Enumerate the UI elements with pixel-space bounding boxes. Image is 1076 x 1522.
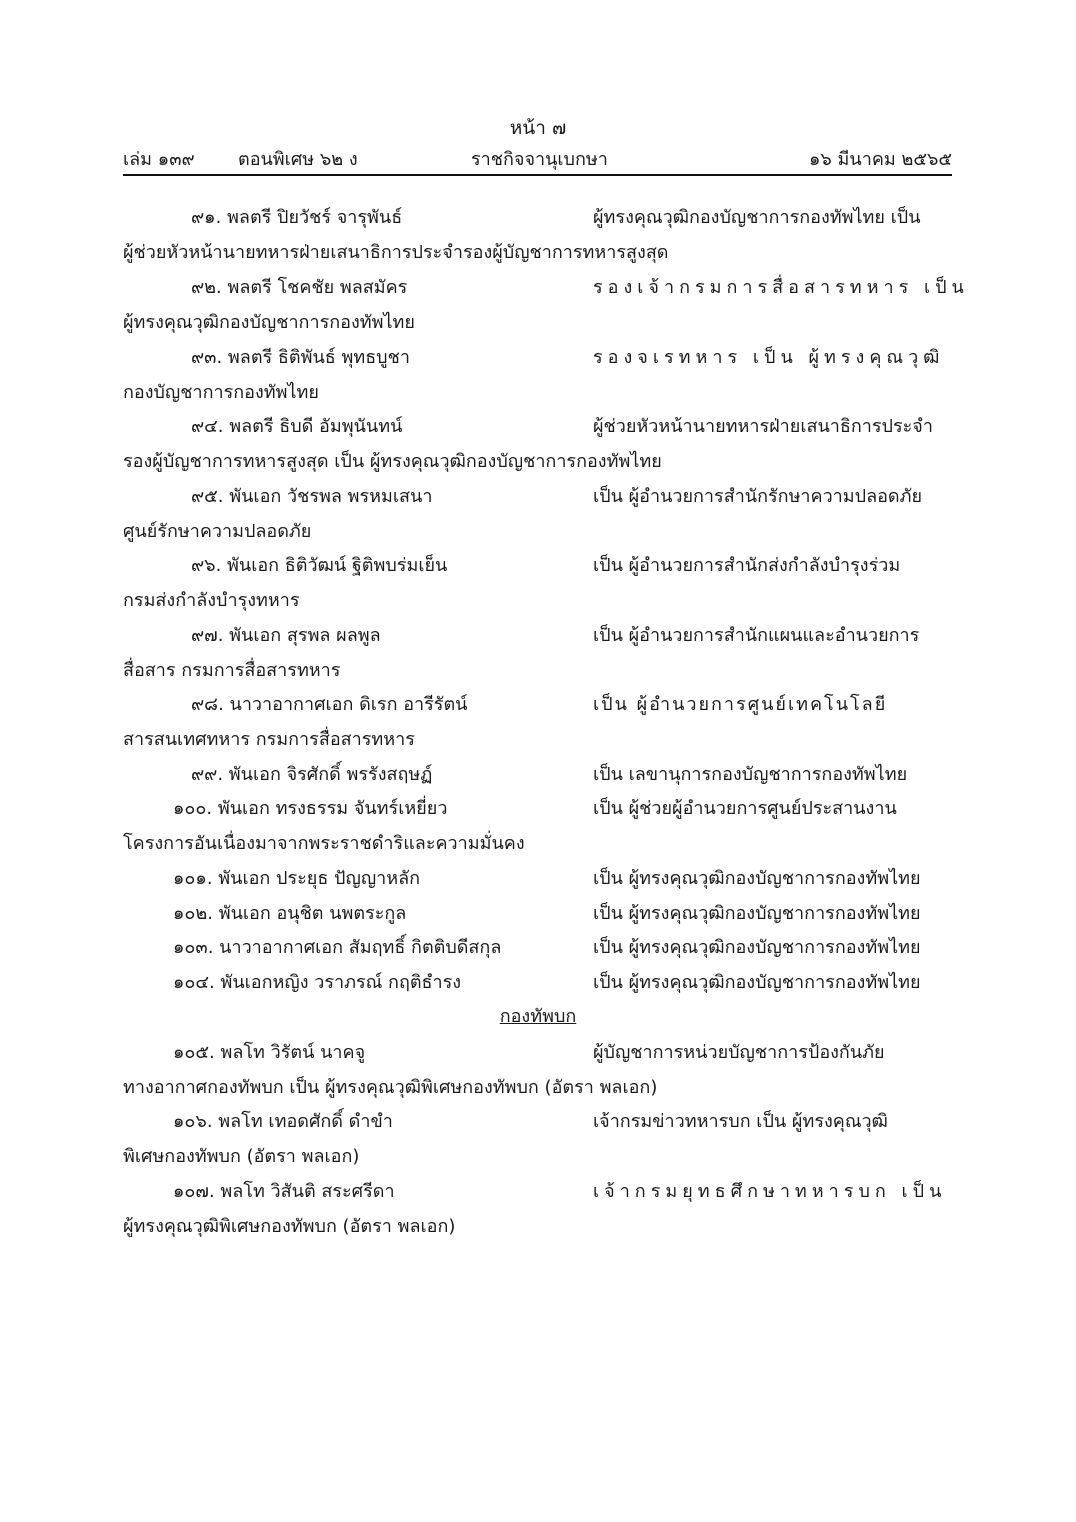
entry-position: เจ้ากรมยุทธศึกษาทหารบก เป็น xyxy=(593,1181,947,1202)
entry-name: ๑๐๓. นาวาอากาศเอก สัมฤทธิ์ กิตติบดีสกุล xyxy=(173,937,502,958)
entry-position: เป็น ผู้ทรงคุณวุฒิกองบัญชาการกองทัพไทย xyxy=(593,903,921,924)
section-title-army: กองทัพบก xyxy=(499,1006,577,1027)
entry-name: ๙๒. พลตรี โชคชัย พลสมัคร xyxy=(191,277,408,298)
entry-106-cont xyxy=(123,1141,952,1171)
entry-name: ๑๐๒. พันเอก อนุชิต นพตระกูล xyxy=(173,903,407,924)
entry-name: ๑๐๐. พันเอก ทรงธรรม จันทร์เหยี่ยว xyxy=(173,798,448,819)
issue-label: ตอนพิเศษ ๖๒ ง xyxy=(238,149,358,170)
entry-name: ๙๙. พันเอก จิรศักดิ์ พรรังสฤษฏ์ xyxy=(191,764,433,785)
entry-position: เป็น ผู้ทรงคุณวุฒิกองบัญชาการกองทัพไทย xyxy=(593,937,921,958)
entry-name: ๙๔. พลตรี ธิบดี อัมพุนันทน์ xyxy=(191,416,403,437)
page-number: หน้า ๗ xyxy=(509,117,567,139)
entry-name: ๑๐๖. พลโท เทอดศักดิ์ ดำขำ xyxy=(173,1111,393,1132)
entry-103 xyxy=(123,932,952,962)
entry-text: กองบัญชาการกองทัพไทย xyxy=(123,382,319,403)
entry-position: รองจเรทหาร เป็น ผู้ทรงคุณวุฒิ xyxy=(593,347,945,368)
entry-position: ผู้ช่วยหัวหน้านายทหารฝ่ายเสนาธิการประจำ xyxy=(593,416,933,437)
entry-93 xyxy=(123,342,952,372)
entry-name: ๙๑. พลตรี ปิยวัชร์ จารุพันธ์ xyxy=(191,207,403,228)
entry-text: สารสนเทศทหาร กรมการสื่อสารทหาร xyxy=(123,729,415,750)
entry-97-cont xyxy=(123,655,952,685)
entry-99 xyxy=(123,759,952,789)
entry-95-cont xyxy=(123,516,952,546)
entry-text: สื่อสาร กรมการสื่อสารทหาร xyxy=(123,660,341,681)
entry-106 xyxy=(123,1106,952,1136)
entry-105-cont xyxy=(123,1072,952,1102)
issue-date: ๑๖ มีนาคม ๒๕๖๕ xyxy=(808,149,952,170)
entry-position: เจ้ากรมข่าวทหารบก เป็น ผู้ทรงคุณวุฒิ xyxy=(593,1111,888,1132)
entry-92 xyxy=(123,272,969,302)
entry-91-cont xyxy=(123,237,952,267)
entry-96-cont xyxy=(123,585,952,615)
entry-position: เป็น ผู้อำนวยการศูนย์เทคโนโลยี xyxy=(593,694,888,715)
entry-94-cont xyxy=(123,446,952,476)
entry-95 xyxy=(123,481,952,511)
entry-name: ๑๐๔. พันเอกหญิง วราภรณ์ กฤติธำรง xyxy=(173,972,462,993)
entry-98 xyxy=(123,689,952,719)
entry-position: รองเจ้ากรมการสื่อสารทหาร เป็น xyxy=(593,277,969,298)
entry-107 xyxy=(123,1176,952,1206)
entry-text: โครงการอันเนื่องมาจากพระราชดำริและความมั่นคง xyxy=(123,833,525,854)
entry-name: ๙๕. พันเอก วัชรพล พรหมเสนา xyxy=(191,486,433,507)
entry-91 xyxy=(123,202,952,232)
entry-position: เป็น ผู้ช่วยผู้อำนวยการศูนย์ประสานงาน xyxy=(593,798,897,819)
entry-position: เป็น ผู้อำนวยการสำนักรักษาความปลอดภัย xyxy=(593,486,923,507)
entry-97 xyxy=(123,620,952,650)
entry-name: ๙๘. นาวาอากาศเอก ดิเรก อารีรัตน์ xyxy=(191,694,468,715)
entry-107-cont xyxy=(123,1211,952,1241)
entry-name: ๑๐๗. พลโท วิสันติ สระศรีดา xyxy=(173,1181,395,1202)
entry-96 xyxy=(123,550,952,580)
header-rule xyxy=(123,174,952,176)
entry-position: ผู้ทรงคุณวุฒิกองบัญชาการกองทัพไทย เป็น xyxy=(593,207,921,228)
publication-title: ราชกิจจานุเบกษา xyxy=(471,149,608,170)
entry-100 xyxy=(123,793,952,823)
entry-position: เป็น ผู้ทรงคุณวุฒิกองบัญชาการกองทัพไทย xyxy=(593,972,921,993)
gazette-header xyxy=(123,144,952,170)
entry-text: ผู้ทรงคุณวุฒิกองบัญชาการกองทัพไทย xyxy=(123,312,415,333)
entry-text: ผู้ทรงคุณวุฒิพิเศษกองทัพบก (อัตรา พลเอก) xyxy=(123,1216,456,1237)
entry-101 xyxy=(123,863,952,893)
entry-text: พิเศษกองทัพบก (อัตรา พลเอก) xyxy=(123,1146,360,1167)
entry-98-cont xyxy=(123,724,952,754)
entry-position: ผู้บัญชาการหน่วยบัญชาการป้องกันภัย xyxy=(593,1042,885,1063)
entry-100-cont xyxy=(123,828,952,858)
entry-text: กรมส่งกำลังบำรุงทหาร xyxy=(123,590,300,611)
entry-name: ๑๐๑. พันเอก ประยุธ ปัญญาหลัก xyxy=(173,868,421,889)
entry-104 xyxy=(123,967,952,997)
entry-text: รองผู้บัญชาการทหารสูงสุด เป็น ผู้ทรงคุณวุฒิกองบัญชาการกองทัพไทย xyxy=(123,451,662,472)
entry-position: เป็น ผู้ทรงคุณวุฒิกองบัญชาการกองทัพไทย xyxy=(593,868,921,889)
entry-92-cont xyxy=(123,307,952,337)
entry-102 xyxy=(123,898,952,928)
entry-text: ทางอากาศกองทัพบก เป็น ผู้ทรงคุณวุฒิพิเศษกองทัพบก (อัตรา พลเอก) xyxy=(123,1077,658,1098)
entry-position: เป็น เลขานุการกองบัญชาการกองทัพไทย xyxy=(593,764,908,785)
entry-text: ศูนย์รักษาความปลอดภัย xyxy=(123,521,312,542)
entry-text: ผู้ช่วยหัวหน้านายทหารฝ่ายเสนาธิการประจำรองผู้บัญชาการทหารสูงสุด xyxy=(123,242,669,263)
entry-93-cont xyxy=(123,377,952,407)
entry-name: ๙๗. พันเอก สุรพล ผลพูล xyxy=(191,625,381,646)
entry-name: ๙๓. พลตรี ธิติพันธ์ พุทธบูชา xyxy=(191,347,410,368)
entry-name: ๙๖. พันเอก ธิติวัฒน์ ฐิติพบร่มเย็น xyxy=(191,555,448,576)
entry-position: เป็น ผู้อำนวยการสำนักส่งกำลังบำรุงร่วม xyxy=(593,555,901,576)
volume-label: เล่ม ๑๓๙ xyxy=(123,149,195,170)
entry-94 xyxy=(123,411,952,441)
entry-105 xyxy=(123,1037,952,1067)
entry-position: เป็น ผู้อำนวยการสำนักแผนและอำนวยการ xyxy=(593,625,920,646)
entry-name: ๑๐๕. พลโท วิรัตน์ นาคจู xyxy=(173,1042,366,1063)
